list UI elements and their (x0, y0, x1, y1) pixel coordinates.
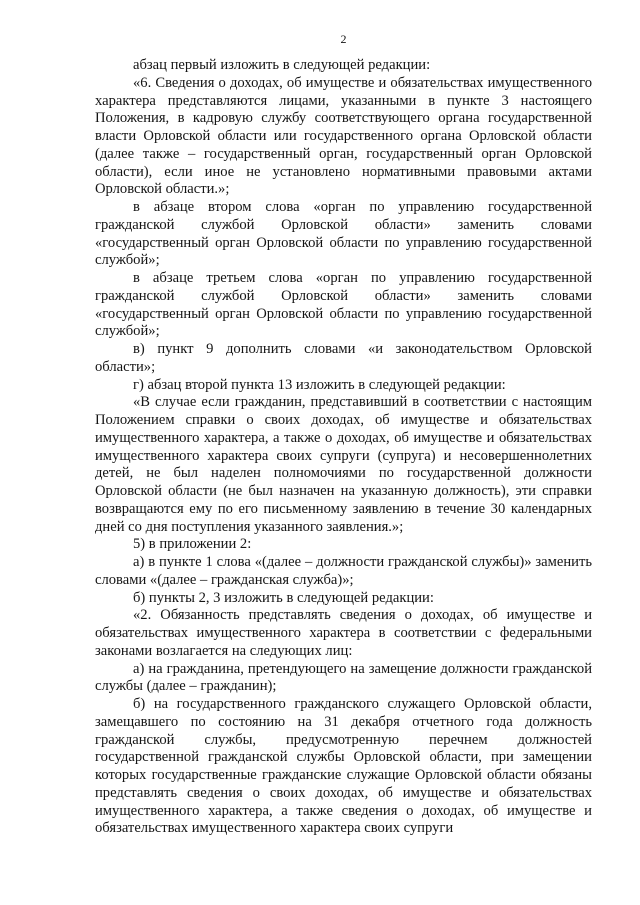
page-number: 2 (340, 32, 347, 46)
paragraph-4: в абзаце третьем слова «орган по управлению государственной гражданской службой Орловской области» заменить словами «государственный орган Орловской области по управлению государственной службой»; (95, 270, 592, 340)
paragraph-3: в абзаце втором слова «орган по управлению государственной гражданской службой Орловской области» заменить словами «государственный орган Орловской области по управлению государственной службой»; (95, 199, 592, 269)
paragraph-5: в) пункт 9 дополнить словами «и законодательством Орловской области»; (95, 341, 592, 375)
paragraph-8: 5) в приложении 2: (133, 536, 252, 553)
paragraph-7: «В случае если гражданин, представивший в соответствии с настоящим Положением справки о своих доходах, об имуществе и обязательствах имущественного характера, а также о доходах, об имуществе и обязательствах имущественного характера своих супруги (супруга) и несовершеннолетних детей, не был наделен полномочиями по государственной должности Орловской области (не был назначен на указанную должность), эти справки возвращаются ему по его письменному заявлению в течение 30 календарных дней со дня поступления указанного заявления.»; (95, 394, 592, 535)
paragraph-2: «6. Сведения о доходах, об имуществе и обязательствах имущественного характера представляются лицами, указанными в пункте 3 настоящего Положения, в кадровую службу соответствующего органа государственной власти Орловской области или государственного органа Орловской области (далее также – государственный орган, государственный орган Орловской области), если иное не установлено нормативными правовыми актами Орловской области.»; (95, 74, 592, 198)
paragraph-6: г) абзац второй пункта 13 изложить в следующей редакции: (133, 376, 506, 393)
paragraph-12: а) на гражданина, претендующего на замещение должности гражданской службы (далее – гражданин); (95, 660, 592, 695)
paragraph-1: абзац первый изложить в следующей редакции: (133, 57, 431, 73)
paragraph-13: б) на государственного гражданского служащего Орловской области, замещавшего по состоянию на 31 декабря отчетного года должность гражданской службы, предусмотренную перечнем должностей государственной гражданской службы Орловской области, при замещении которых государственные гражданские служащие Орловской области обязаны представлять сведения о своих доходах, об имуществе и обязательствах имущественного характера, а также сведения о доходах, об имуществе и обязательствах имущественного характера своих супруги (95, 696, 592, 837)
paragraph-9: а) в пункте 1 слова «(далее – должности гражданской службы)» заменить словами «(далее – гражданская служба)»; (95, 554, 592, 588)
paragraph-10: б) пункты 2, 3 изложить в следующей редакции: (133, 589, 434, 606)
paragraph-11: «2. Обязанность представлять сведения о доходах, об имуществе и обязательствах имущественного характера в соответствии с федеральными законами возлагается на следующих лиц: (95, 607, 592, 659)
